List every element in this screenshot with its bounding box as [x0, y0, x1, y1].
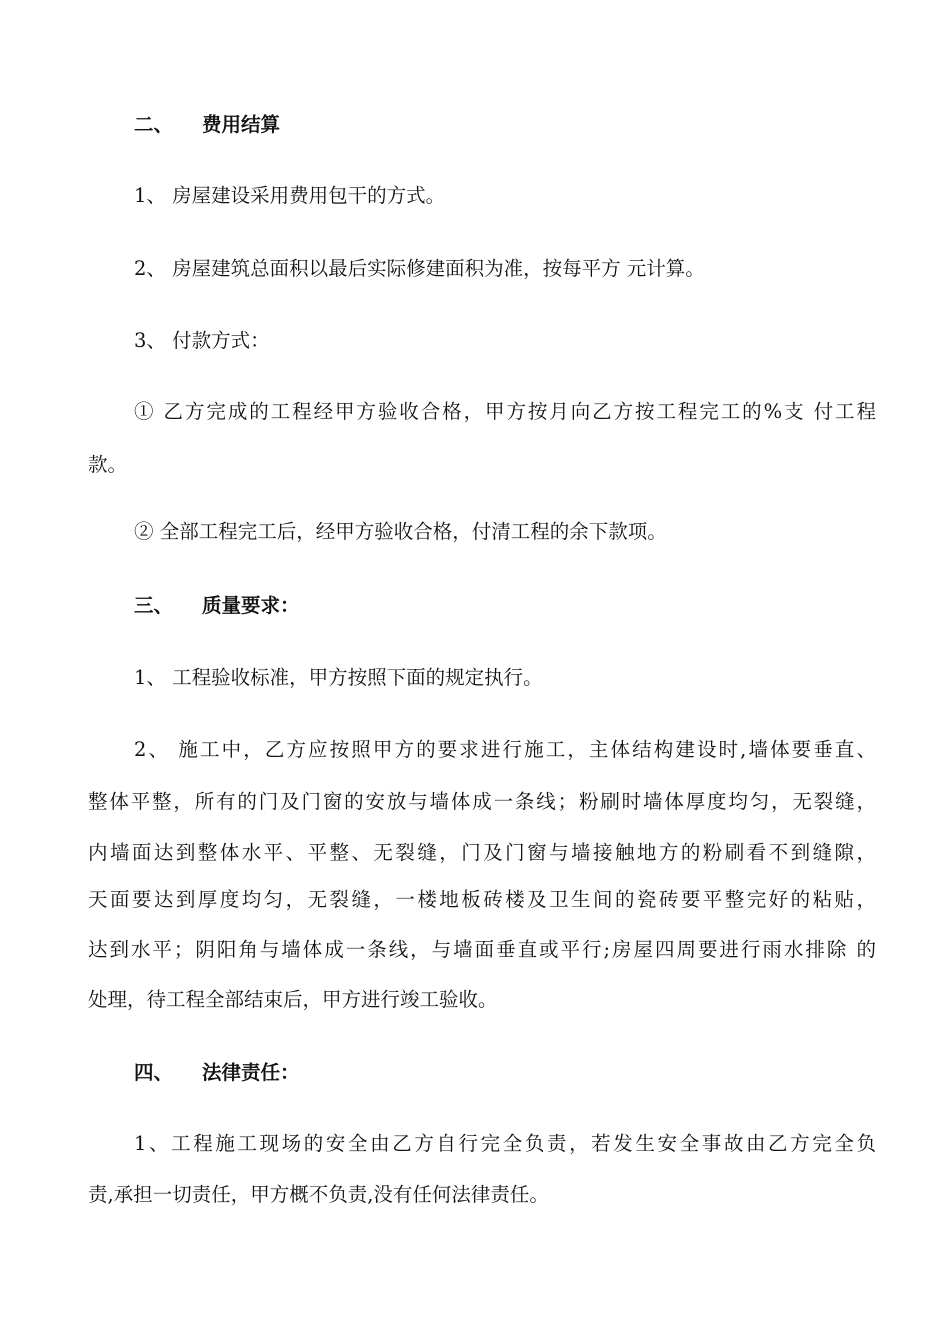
paragraph-line: 责,承担一切责任，甲方概不负责,没有任何法律责任。 — [88, 1183, 549, 1206]
paragraph-line: 2、 施工中，乙方应按照甲方的要求进行施工，主体结构建设时,墙体要垂直、 — [134, 738, 876, 761]
section-title: 费用结算 — [202, 113, 281, 136]
paragraph-line: 达到水平；阴阳角与墙体成一条线，与墙面垂直或平行;房屋四周要进行雨水排除 的 — [88, 938, 876, 961]
section-number: 四、 — [134, 1061, 174, 1084]
section-heading-legal-liability — [134, 1059, 300, 1087]
section-heading-quality-requirements — [134, 592, 300, 620]
paragraph-line: 天面要达到厚度均匀，无裂缝，一楼地板砖楼及卫生间的瓷砖要平整完好的粘贴， — [88, 888, 876, 911]
paragraph-line: 款。 — [88, 453, 128, 476]
paragraph-line: 内墙面达到整体水平、平整、无裂缝，门及门窗与墙接触地方的粉刷看不到缝隙， — [88, 841, 876, 864]
section-title: 质量要求： — [202, 594, 300, 617]
paragraph-line: ① 乙方完成的工程经甲方验收合格，甲方按月向乙方按工程完工的%支 付工程 — [134, 400, 876, 423]
paragraph: ② 全部工程完工后，经甲方验收合格，付清工程的余下款项。 — [134, 520, 667, 543]
section-title: 法律责任： — [202, 1061, 300, 1084]
section-number: 二、 — [134, 113, 174, 136]
section-heading-fee-settlement — [134, 111, 280, 139]
paragraph-line: 1、工程施工现场的安全由乙方自行完全负责，若发生安全事故由乙方完全负 — [134, 1132, 876, 1155]
paragraph-line: 整体平整，所有的门及门窗的安放与墙体成一条线；粉刷时墙体厚度均匀，无裂缝， — [88, 790, 876, 813]
paragraph: 1、 工程验收标准，甲方按照下面的规定执行。 — [134, 666, 543, 689]
paragraph: 2、 房屋建筑总面积以最后实际修建面积为准，按每平方 元计算。 — [134, 257, 705, 280]
paragraph-line: 处理，待工程全部结束后，甲方进行竣工验收。 — [88, 988, 498, 1011]
paragraph: 3、 付款方式： — [134, 329, 270, 352]
section-number: 三、 — [134, 594, 174, 617]
paragraph: 1、 房屋建设采用费用包干的方式。 — [134, 184, 446, 207]
